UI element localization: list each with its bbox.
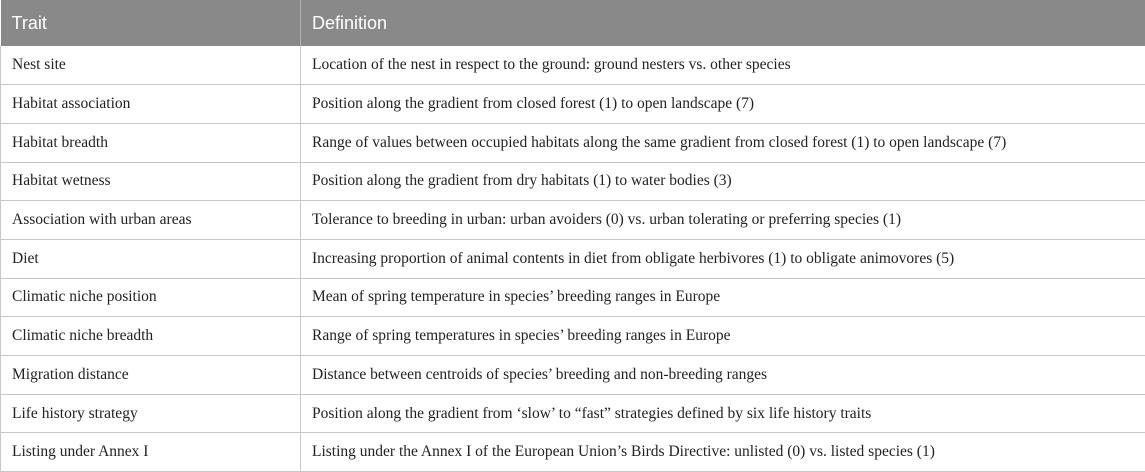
trait-cell: Life history strategy bbox=[1, 394, 301, 433]
definition-cell: Range of values between occupied habitats along the same gradient from closed forest (1) to open landscape (7) bbox=[301, 123, 1145, 162]
trait-cell: Habitat association bbox=[1, 85, 301, 124]
definition-cell: Position along the gradient from dry habitats (1) to water bodies (3) bbox=[301, 162, 1145, 201]
table-row bbox=[1, 46, 1145, 85]
table-row bbox=[1, 123, 1145, 162]
trait-cell: Nest site bbox=[1, 46, 301, 85]
trait-cell: Climatic niche breadth bbox=[1, 317, 301, 356]
trait-cell: Listing under Annex I bbox=[1, 433, 301, 472]
table-row bbox=[1, 239, 1145, 278]
definition-cell: Range of spring temperatures in species’ breeding ranges in Europe bbox=[301, 317, 1145, 356]
table-row bbox=[1, 85, 1145, 124]
definition-cell: Position along the gradient from ‘slow’ to “fast” strategies defined by six life history traits bbox=[301, 394, 1145, 433]
header-definition: Definition bbox=[301, 0, 1145, 46]
trait-cell: Climatic niche position bbox=[1, 278, 301, 317]
definition-cell: Location of the nest in respect to the ground: ground nesters vs. other species bbox=[301, 46, 1145, 85]
table-row bbox=[1, 278, 1145, 317]
table-row bbox=[1, 162, 1145, 201]
table-row bbox=[1, 394, 1145, 433]
header-row bbox=[1, 0, 1145, 46]
trait-cell: Habitat wetness bbox=[1, 162, 301, 201]
trait-cell: Diet bbox=[1, 239, 301, 278]
trait-cell: Association with urban areas bbox=[1, 201, 301, 240]
table-row bbox=[1, 201, 1145, 240]
definition-cell: Increasing proportion of animal contents in diet from obligate herbivores (1) to obligate animovores (5) bbox=[301, 239, 1145, 278]
definition-cell: Tolerance to breeding in urban: urban avoiders (0) vs. urban tolerating or preferring species (1) bbox=[301, 201, 1145, 240]
definition-cell: Mean of spring temperature in species’ breeding ranges in Europe bbox=[301, 278, 1145, 317]
definition-cell: Listing under the Annex I of the European Union’s Birds Directive: unlisted (0) vs. listed species (1) bbox=[301, 433, 1145, 472]
definition-cell: Distance between centroids of species’ breeding and non-breeding ranges bbox=[301, 356, 1145, 395]
table-row bbox=[1, 317, 1145, 356]
table-row bbox=[1, 356, 1145, 395]
trait-cell: Habitat breadth bbox=[1, 123, 301, 162]
table-row bbox=[1, 433, 1145, 472]
header-trait: Trait bbox=[1, 0, 301, 46]
trait-cell: Migration distance bbox=[1, 356, 301, 395]
definition-cell: Position along the gradient from closed forest (1) to open landscape (7) bbox=[301, 85, 1145, 124]
